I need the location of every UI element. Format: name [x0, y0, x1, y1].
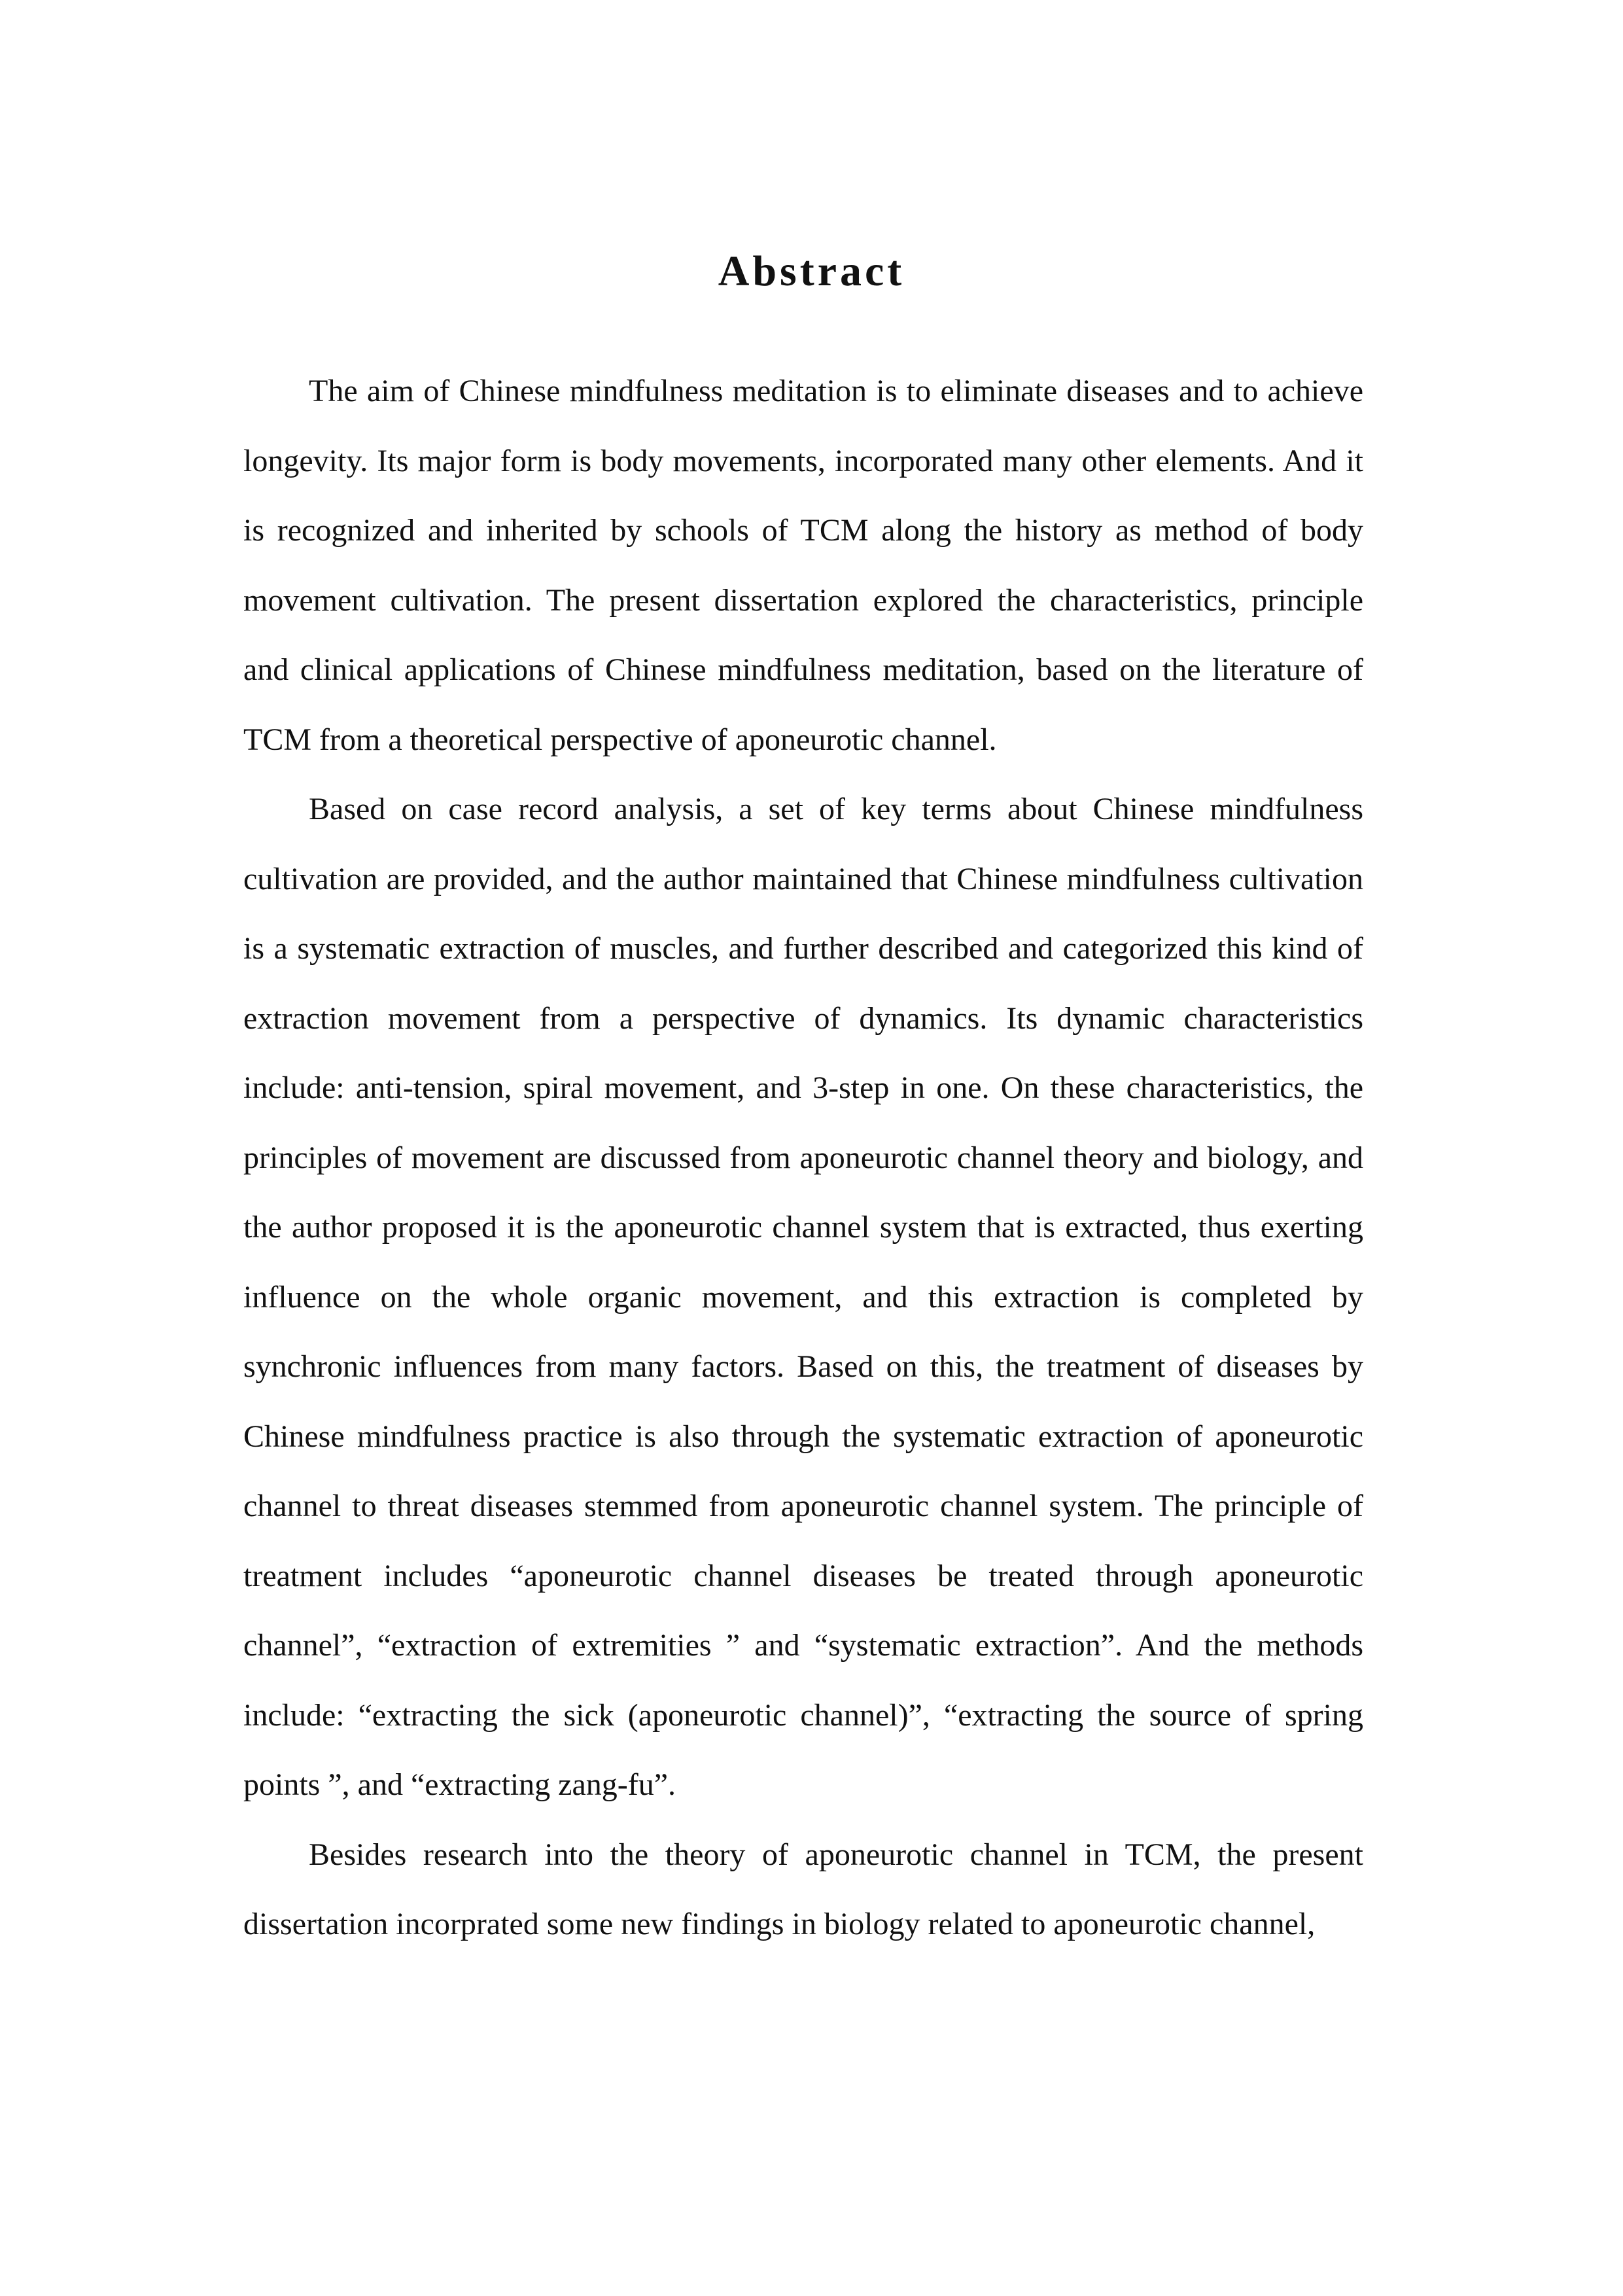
- abstract-body: [243, 357, 1363, 1960]
- abstract-paragraph-2: Based on case record analysis, a set of key terms about Chinese mindfulness cultivation are provided, and the author maintained that Chinese mindfulness cultivation is a systematic extraction of muscles, and further described and categorized this kind of extraction movement from a perspective of dynamics. Its dynamic characteristics include: anti-tension, spiral movement, and 3-step in one. On these characteristics, the principles of movement are discussed from aponeurotic channel theory and biology, and the author proposed it is the aponeurotic channel system that is extracted, thus exerting influence on the whole organic movement, and this extraction is completed by synchronic influences from many factors. Based on this, the treatment of diseases by Chinese mindfulness practice is also through the systematic extraction of aponeurotic channel to threat diseases stemmed from aponeurotic channel system. The principle of treatment includes “aponeurotic channel diseases be treated through aponeurotic channel”, “extraction of extremities ” and “systematic extraction”. And the methods include: “extracting the sick (aponeurotic channel)”, “extracting the source of spring points ”, and “extracting zang-fu”.: [243, 792, 1363, 1802]
- abstract-paragraph-3: Besides research into the theory of aponeurotic channel in TCM, the present dissertation incorprated some new findings in biology related to aponeurotic channel,: [243, 1837, 1363, 1941]
- abstract-paragraph-1: The aim of Chinese mindfulness meditation is to eliminate diseases and to achieve longevity. Its major form is body movements, incorporated many other elements. And it is recognized and inherited by schools of TCM along the history as method of body movement cultivation. The present dissertation explored the characteristics, principle and clinical applications of Chinese mindfulness meditation, based on the literature of TCM from a theoretical perspective of aponeurotic channel.: [243, 374, 1363, 757]
- page-title: Abstract: [718, 247, 905, 295]
